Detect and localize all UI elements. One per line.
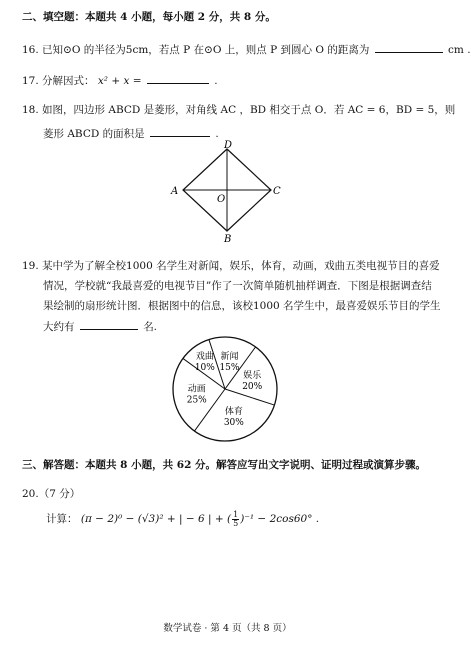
pie-category-label: 新闻 — [220, 351, 239, 362]
vertex-label-b: B — [224, 234, 232, 245]
vertex-label-d: D — [224, 140, 233, 151]
rhombus-figure — [165, 138, 281, 245]
question-19-line-3: 果绘制的扇形统计图．根据图中的信息，该校1000 名学生中，最喜爱娱乐节目的学生 — [43, 300, 441, 312]
pie-category-label: 娱乐 — [243, 371, 262, 382]
answer-blank[interactable] — [150, 126, 210, 137]
section-title-solve: 三、解答题：本题共 8 小题，共 62 分。解答应写出文字说明、证明过程或演算步骤。 — [22, 459, 427, 471]
question-text: 菱形 ABCD 的面积是 — [43, 128, 145, 140]
question-number: 18. — [22, 104, 39, 116]
question-number: 16. — [22, 44, 39, 56]
end-mark: . — [214, 75, 218, 87]
page-footer: 数学试卷 · 第 4 页（共 8 页） — [163, 623, 292, 634]
vertex-label-c: C — [273, 186, 281, 197]
pie-chart — [170, 334, 280, 444]
answer-blank[interactable] — [80, 319, 138, 330]
question-number: 17. — [22, 75, 39, 87]
question-number: 19. — [22, 260, 39, 272]
answer-blank[interactable] — [375, 42, 443, 53]
question-17 — [22, 73, 218, 88]
fraction-one-fifth: $\frac{1}{5}$ — [233, 509, 239, 528]
pie-category-label: 戏曲 — [195, 352, 214, 363]
question-text: 名. — [143, 321, 158, 333]
question-18-line-1 — [22, 103, 455, 117]
pie-percent-label: 10% — [194, 363, 215, 374]
question-19-line-2: 情况，学校就“我最喜爱的电视节目”作了一次简单随机抽样调查．下图是根据调查结 — [43, 280, 432, 292]
pie-percent-label: 25% — [186, 395, 207, 406]
pie-percent-label: 20% — [242, 382, 263, 393]
question-16 — [22, 42, 471, 57]
question-20-header: 20.（7 分） — [22, 488, 81, 500]
pie-category-label: 体育 — [224, 407, 243, 418]
math-expression: x² + x = — [97, 75, 142, 87]
answer-blank[interactable] — [147, 73, 209, 84]
calc-label: 计算： — [46, 513, 78, 525]
question-text: 某中学为了解全校1000 名学生对新闻，娱乐，体育，动画，戏曲五类电视节目的喜爱 — [42, 260, 440, 272]
pie-percent-label: 30% — [223, 418, 244, 429]
question-text: 如图，四边形 ABCD 是菱形，对角线 AC ，BD 相交于点 O．若 AC = 6，BD = 5，则 — [42, 104, 456, 116]
section-title-fill-in: 二、填空题：本题共 4 小题，每小题 2 分，共 8 分。 — [22, 11, 276, 23]
expression-part-2: )⁻¹ − 2cos60° . — [240, 513, 320, 525]
pie-category-label: 动画 — [187, 384, 206, 395]
unit-text: cm . — [448, 44, 471, 56]
question-text: 分解因式： — [42, 75, 95, 87]
center-label-o: O — [217, 194, 226, 205]
question-19-line-1 — [22, 259, 440, 273]
end-mark: . — [215, 128, 219, 140]
question-20-expression — [46, 510, 319, 528]
vertex-label-a: A — [171, 186, 179, 197]
pie-percent-label: 15% — [219, 362, 240, 373]
expression-part-1: (π − 2)⁰ − (√3)² + | − 6 | + ( — [80, 513, 232, 525]
question-text: 大约有 — [43, 321, 75, 333]
question-text: 已知⊙O 的半径为5cm，若点 P 在⊙O 上，则点 P 到圆心 O 的距离为 — [42, 44, 370, 56]
question-19-line-4 — [43, 319, 157, 334]
